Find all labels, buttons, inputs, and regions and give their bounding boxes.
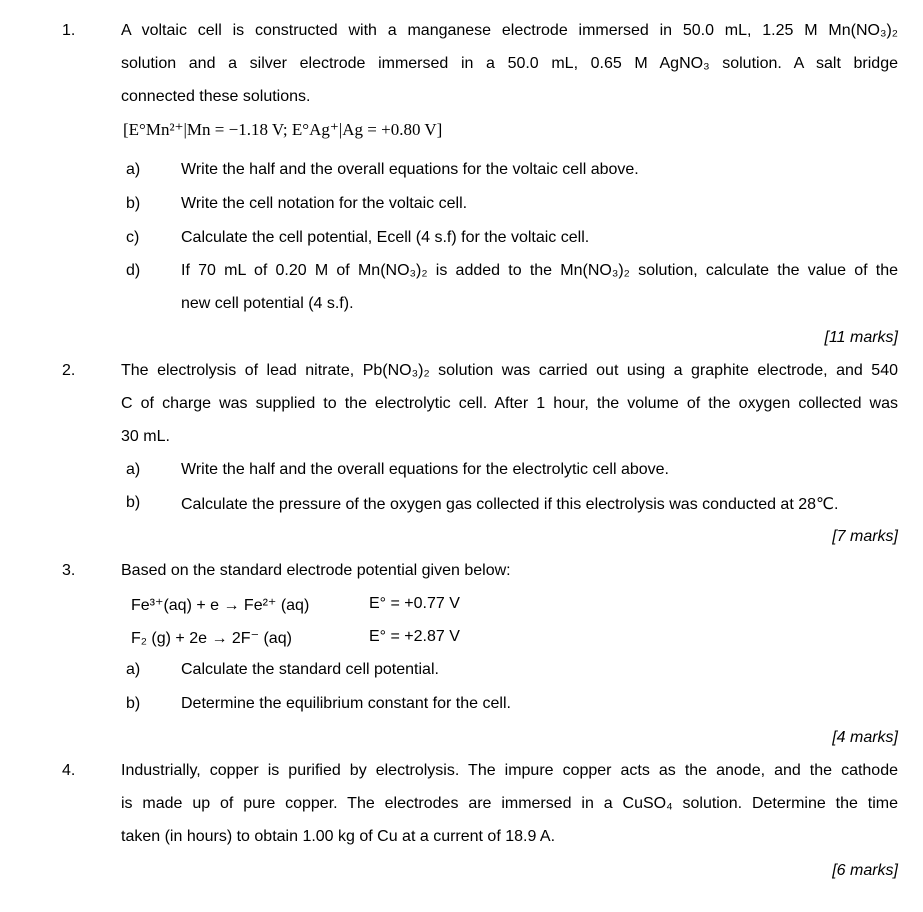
q4-line3: taken (in hours) to obtain 1.00 kg of Cu at a current of 18.9 A. — [121, 828, 556, 845]
q2-line1: The electrolysis of lead nitrate, Pb(NO₃)₂ solution was carried out using a graphite electrode, and 540 — [121, 362, 898, 379]
q1-c-label: c) — [126, 229, 140, 246]
q1-number: 1. — [62, 22, 76, 39]
q2-line3: 30 mL. — [121, 428, 170, 445]
q4-marks: [6 marks] — [832, 862, 898, 879]
q3-intro: Based on the standard electrode potential given below: — [121, 562, 511, 579]
q1-c-text: Calculate the cell potential, Ecell (4 s.f) for the voltaic cell. — [181, 229, 590, 246]
q1-b-label: b) — [126, 195, 141, 212]
q3-potential-2: E° = +2.87 V — [369, 628, 460, 645]
q1-a-text: Write the half and the overall equations for the voltaic cell above. — [181, 161, 639, 178]
q4-line1: Industrially, copper is purified by electrolysis. The impure copper acts as the anode, and the cathode — [121, 762, 898, 779]
q1-d-line2: new cell potential (4 s.f). — [181, 295, 354, 312]
q2-b-text: Calculate the pressure of the oxygen gas collected if this electrolysis was conducted at 28℃. — [181, 496, 839, 513]
q3-marks: [4 marks] — [832, 729, 898, 746]
q1-d-label: d) — [126, 262, 141, 279]
q3-potential-1: E° = +0.77 V — [369, 595, 460, 612]
q4-line2: is made up of pure copper. The electrodes are immersed in a CuSO₄ solution. Determine the time — [121, 795, 898, 812]
q1-b-text: Write the cell notation for the voltaic cell. — [181, 195, 468, 212]
q2-number: 2. — [62, 362, 76, 379]
q1-a-label: a) — [126, 161, 141, 178]
q1-line3: connected these solutions. — [121, 88, 311, 105]
q3-b-label: b) — [126, 695, 141, 712]
q2-a-label: a) — [126, 461, 141, 478]
q1-line1: A voltaic cell is constructed with a manganese electrode immersed in 50.0 mL, 1.25 M Mn(NO₃)₂ — [121, 22, 898, 39]
q2-a-text: Write the half and the overall equations for the electrolytic cell above. — [181, 461, 669, 478]
q3-reaction-1: Fe³⁺(aq) + e → Fe²⁺ (aq) — [131, 597, 310, 614]
q1-d-line1: If 70 mL of 0.20 M of Mn(NO₃)₂ is added to the Mn(NO₃)₂ solution, calculate the value of the — [181, 262, 898, 279]
q1-line2: solution and a silver electrode immersed in a 50.0 mL, 0.65 M AgNO₃ solution. A salt bridge — [121, 55, 898, 72]
q2-b-label: b) — [126, 494, 141, 511]
q3-b-text: Determine the equilibrium constant for the cell. — [181, 695, 511, 712]
q2-marks: [7 marks] — [832, 528, 898, 545]
q4-number: 4. — [62, 762, 76, 779]
q3-a-label: a) — [126, 661, 141, 678]
q2-line2: C of charge was supplied to the electrolytic cell. After 1 hour, the volume of the oxygen collected was — [121, 395, 898, 412]
q1-given-potentials: [E°Mn²⁺|Mn = −1.18 V; E°Ag⁺|Ag = +0.80 V] — [123, 120, 443, 139]
q3-number: 3. — [62, 562, 76, 579]
q3-a-text: Calculate the standard cell potential. — [181, 661, 439, 678]
q1-marks: [11 marks] — [824, 329, 898, 346]
q3-reaction-2: F₂ (g) + 2e → 2F⁻ (aq) — [131, 630, 292, 647]
